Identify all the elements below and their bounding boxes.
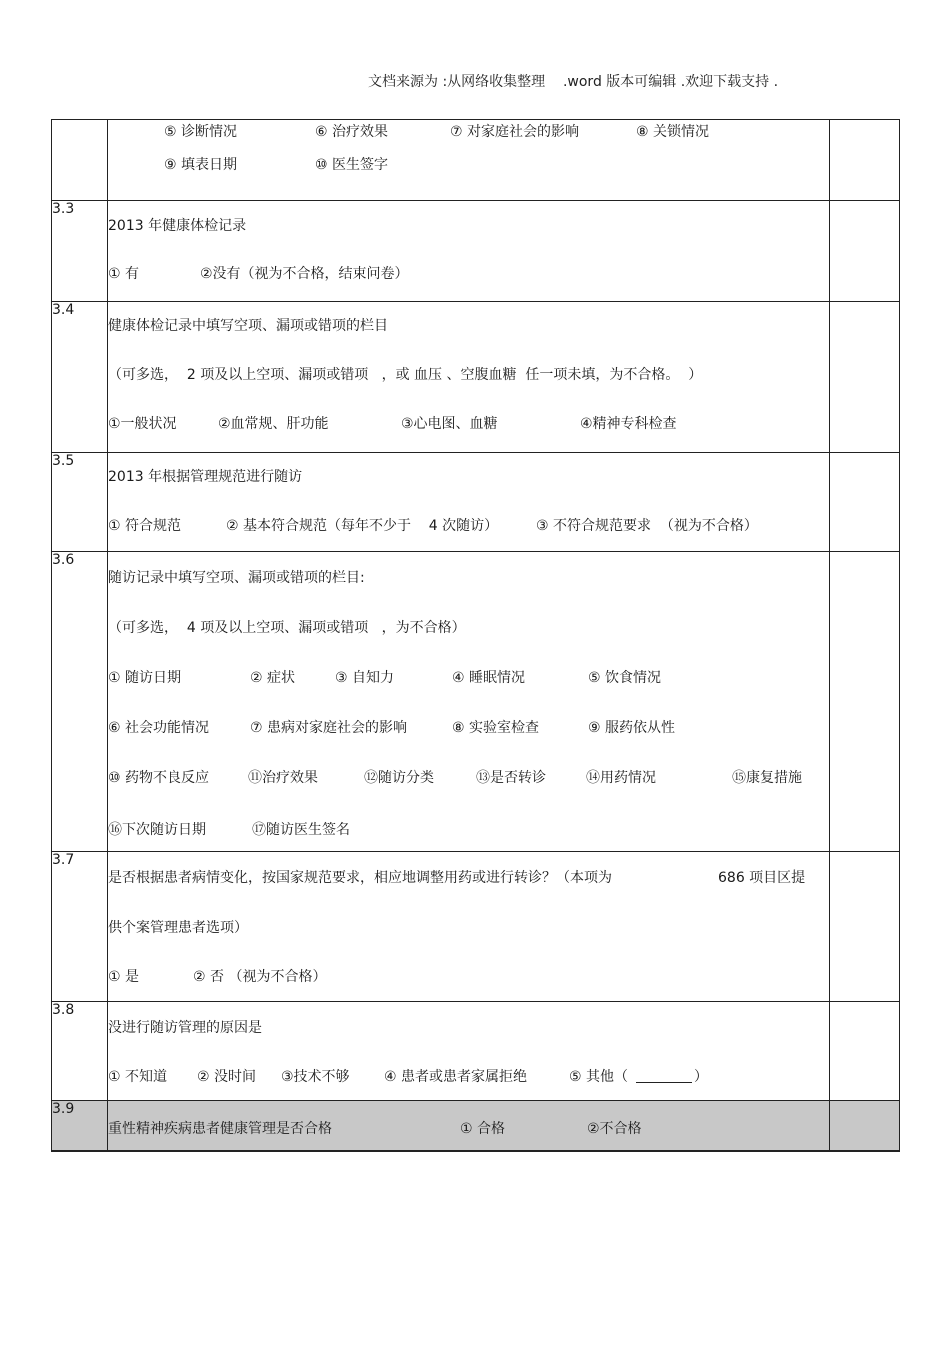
option-label: ② 症状: [250, 670, 296, 686]
option-label: ④ 睡眠情况: [452, 670, 526, 686]
item-number: 3.8: [52, 1002, 108, 1101]
table-row: [52, 852, 900, 1002]
item-content-cell: [108, 201, 830, 302]
item-title: 2013 年健康体检记录: [108, 218, 247, 234]
option-label: ⑩ 医生签字: [315, 157, 389, 173]
item-content-cell: [108, 552, 830, 852]
table-row: [52, 1002, 900, 1101]
table-row: [52, 120, 900, 201]
item-number: 3.3: [52, 201, 108, 302]
score-cell: [830, 852, 900, 1002]
option-label: ⑩ 药物不良反应: [108, 770, 210, 786]
item-content-cell: [108, 852, 830, 1002]
item-title: 2013 年根据管理规范进行随访: [108, 469, 303, 485]
item-title: 随访记录中填写空项、漏项或错项的栏目:: [108, 570, 365, 586]
item-title: 健康体检记录中填写空项、漏项或错项的栏目: [108, 318, 388, 334]
option-label: ⑰随访医生签名: [252, 822, 350, 838]
item-title-continued: 686 项目区提: [718, 870, 806, 886]
option-label: ⑧ 实验室检查: [452, 720, 540, 736]
score-cell: [830, 1101, 900, 1152]
score-cell: [830, 201, 900, 302]
item-number: 3.5: [52, 453, 108, 552]
table-row: [52, 1101, 900, 1152]
option-label: ）: [694, 1069, 708, 1085]
option-label: ⑤ 饮食情况: [588, 670, 662, 686]
option-label: ⑨ 服药依从性: [588, 720, 676, 736]
option-label: ②没有（视为不合格，结束问卷）: [200, 266, 409, 282]
item-content-cell: [108, 1002, 830, 1101]
item-note: （可多选， 4 项及以上空项、漏项或错项 ，为不合格）: [108, 620, 466, 636]
item-content-cell: [108, 1101, 830, 1152]
item-number: 3.6: [52, 552, 108, 852]
item-content-cell: [108, 453, 830, 552]
option-label: ②血常规、肝功能: [218, 416, 329, 432]
table-row: [52, 552, 900, 852]
option-label: ① 符合规范: [108, 518, 182, 534]
option-label: ②不合格: [587, 1121, 642, 1137]
table-row: [52, 453, 900, 552]
item-number: 3.9: [52, 1101, 108, 1152]
option-label: ② 基本符合规范（每年不少于 4 次随访）: [226, 518, 499, 534]
option-label: ① 是: [108, 969, 140, 985]
option-label: ⑫随访分类: [364, 770, 434, 786]
option-label: ⑥ 治疗效果: [315, 124, 389, 140]
option-label: ⑭用药情况: [586, 770, 656, 786]
option-label: ② 否 （视为不合格）: [193, 969, 327, 985]
item-title: 重性精神疾病患者健康管理是否合格: [108, 1121, 332, 1137]
survey-table: [51, 119, 900, 1152]
score-cell: [830, 552, 900, 852]
option-label: ⑤ 其他（: [569, 1069, 629, 1085]
option-label: ① 随访日期: [108, 670, 182, 686]
option-label: ① 不知道: [108, 1069, 168, 1085]
option-label: ⑯下次随访日期: [108, 822, 206, 838]
option-label: ⑦ 患病对家庭社会的影响: [250, 720, 408, 736]
score-cell: [830, 120, 900, 201]
item-content-cell: [108, 120, 830, 201]
option-label: ④精神专科检查: [580, 416, 677, 432]
item-note: （可多选， 2 项及以上空项、漏项或错项 ，或 血压 、空腹血糖 任一项未填，为不合格。 ）: [108, 367, 703, 383]
option-label: ③心电图、血糖: [401, 416, 498, 432]
item-number-cell: [52, 120, 108, 201]
item-number: 3.4: [52, 302, 108, 453]
option-label: ⑤ 诊断情况: [164, 124, 238, 140]
item-title-continued: 供个案管理患者选项）: [108, 920, 248, 936]
option-label: ⑧ 关锁情况: [636, 124, 710, 140]
option-label: ⑨ 填表日期: [164, 157, 238, 173]
option-label: ⑦ 对家庭社会的影响: [450, 124, 580, 140]
option-label: ① 有: [108, 266, 140, 282]
table-row: [52, 201, 900, 302]
option-label: ⑮康复措施: [732, 770, 802, 786]
table-row: [52, 302, 900, 453]
option-label: ④ 患者或患者家属拒绝: [384, 1069, 528, 1085]
option-label: ③技术不够: [281, 1069, 350, 1085]
option-label: ⑪治疗效果: [248, 770, 318, 786]
option-label: ⑬是否转诊: [476, 770, 546, 786]
item-number: 3.7: [52, 852, 108, 1002]
option-label: ① 合格: [460, 1121, 506, 1137]
option-label: ③ 不符合规范要求 （视为不合格）: [536, 518, 758, 534]
option-label: ①一般状况: [108, 416, 177, 432]
option-label: ③ 自知力: [335, 670, 395, 686]
score-cell: [830, 453, 900, 552]
score-cell: [830, 1002, 900, 1101]
option-label: ⑥ 社会功能情况: [108, 720, 210, 736]
score-cell: [830, 302, 900, 453]
fill-in-blank: [636, 1054, 692, 1100]
document-source-note: 文档来源为 :从网络收集整理 .word 版本可编辑 .欢迎下载支持 .: [368, 74, 779, 90]
item-title: 没进行随访管理的原因是: [108, 1020, 262, 1036]
option-label: ② 没时间: [197, 1069, 257, 1085]
item-content-cell: [108, 302, 830, 453]
item-title: 是否根据患者病情变化，按国家规范要求，相应地调整用药或进行转诊？（本项为: [108, 870, 612, 886]
